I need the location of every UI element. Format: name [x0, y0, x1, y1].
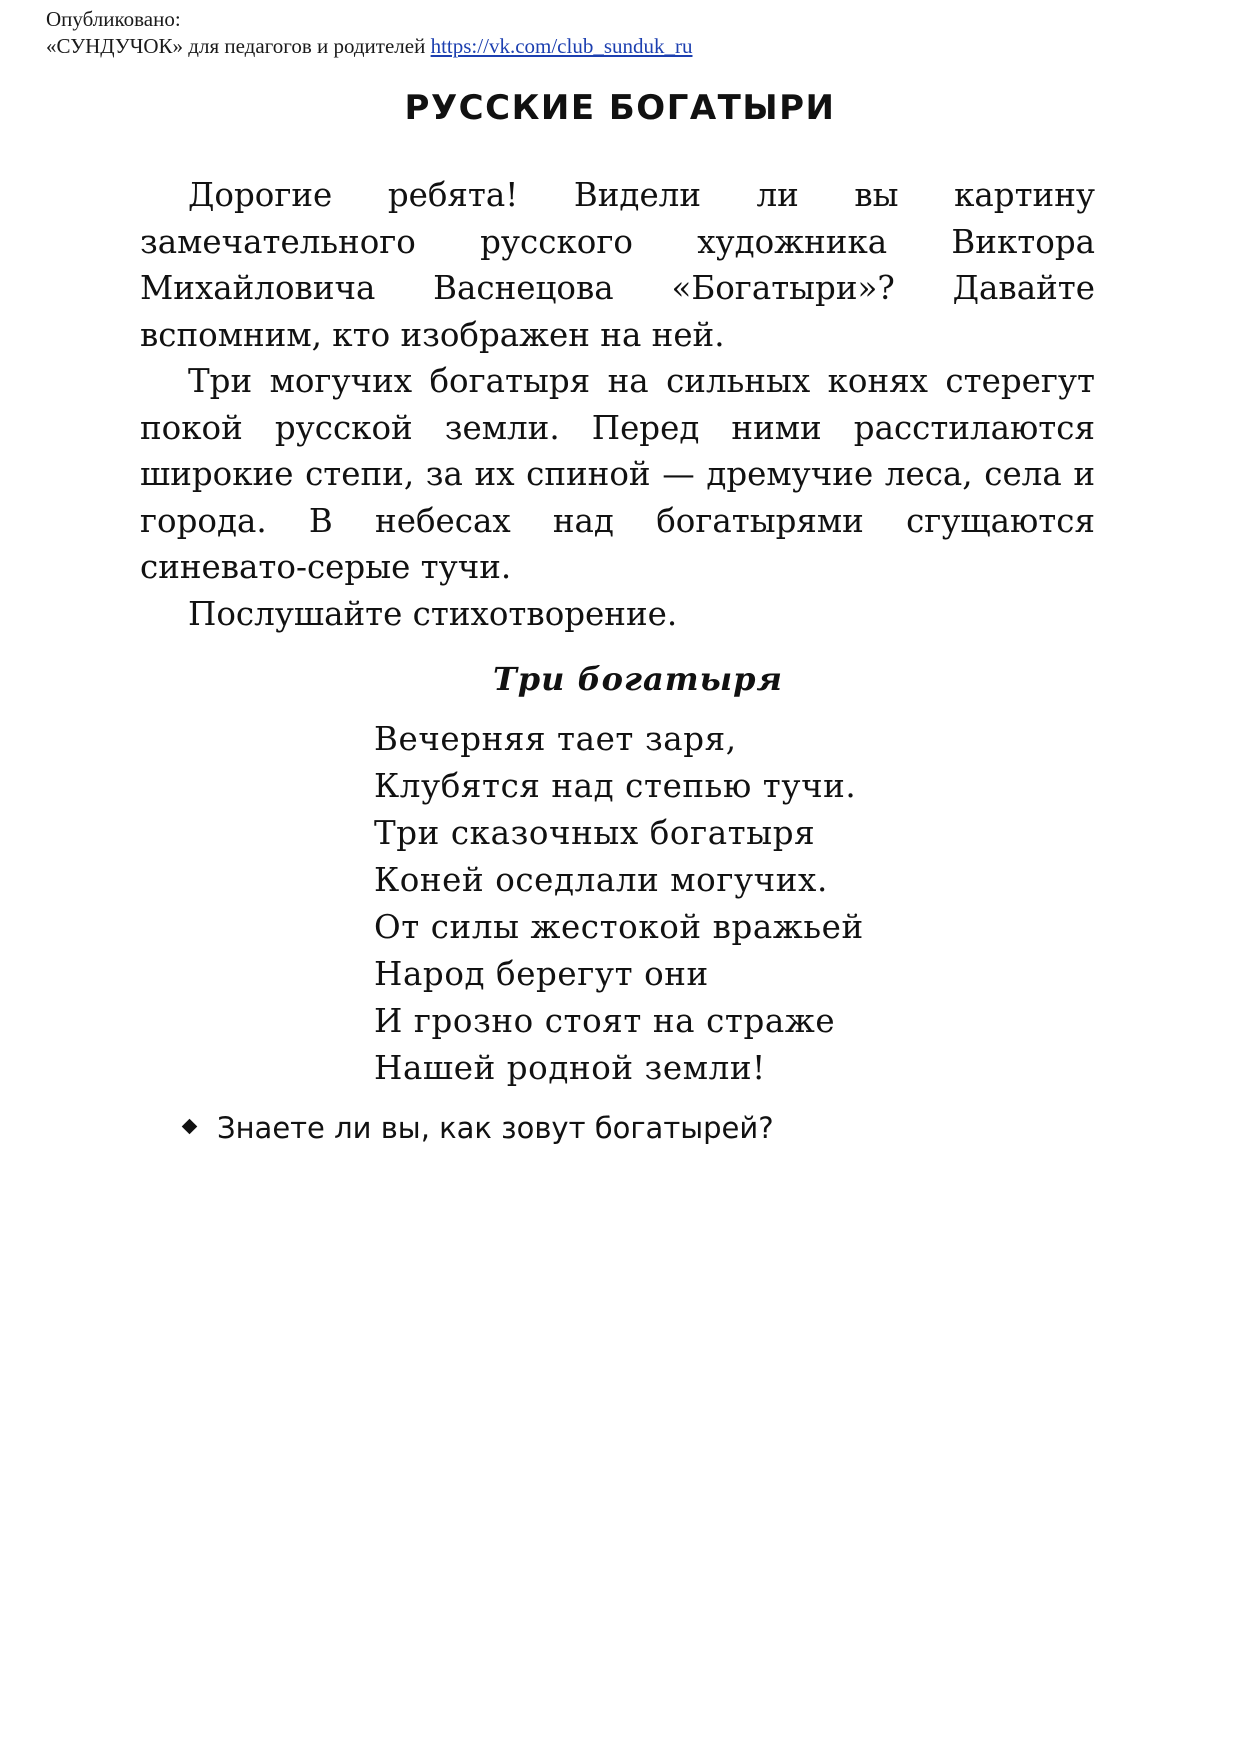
published-label: Опубликовано: — [46, 7, 181, 31]
poem-line: От силы жестокой вражьей — [374, 908, 864, 946]
poem-line: Клубятся над степью тучи. — [374, 767, 857, 805]
source-line — [46, 33, 693, 60]
poem-line: Вечерняя тает заря, — [374, 720, 737, 758]
article-body — [140, 172, 1095, 637]
poem-line: И грозно стоят на страже — [374, 1002, 836, 1040]
paragraph-description: Три могучих богатыря на сильных конях стерегут покой русской земли. Перед ними расстилаются широкие степи, за их спиной — дремучие леса, села и города. В небесах над богатырями сгущаются синевато-серые тучи. — [140, 362, 1095, 586]
page-title: РУССКИЕ БОГАТЫРИ — [404, 88, 836, 128]
source-text: «СУНДУЧОК» для педагогов и родителей — [46, 34, 426, 58]
poem-line: Три сказочных богатыря — [374, 814, 816, 852]
paragraph-listen: Послушайте стихотворение. — [188, 594, 678, 633]
poem-line: Коней оседлали могучих. — [374, 861, 828, 899]
poem — [374, 716, 864, 1092]
publication-header — [46, 6, 693, 60]
poem-line: Народ берегут они — [374, 955, 709, 993]
poem-title: Три богатыря — [492, 660, 784, 698]
source-link[interactable]: https://vk.com/club_sunduk_ru — [430, 34, 693, 58]
poem-line: Нашей родной земли! — [374, 1049, 766, 1087]
paragraph-intro: Дорогие ребята! Видели ли вы картину замечательного русского художника Виктора Михайловича Васнецова «Богатыри»? Давайте вспомним, кто изображен на ней. — [140, 176, 1095, 354]
question-item — [184, 1108, 774, 1148]
diamond-bullet-icon — [182, 1119, 198, 1135]
question-text: Знаете ли вы, как зовут богатырей? — [217, 1111, 774, 1145]
